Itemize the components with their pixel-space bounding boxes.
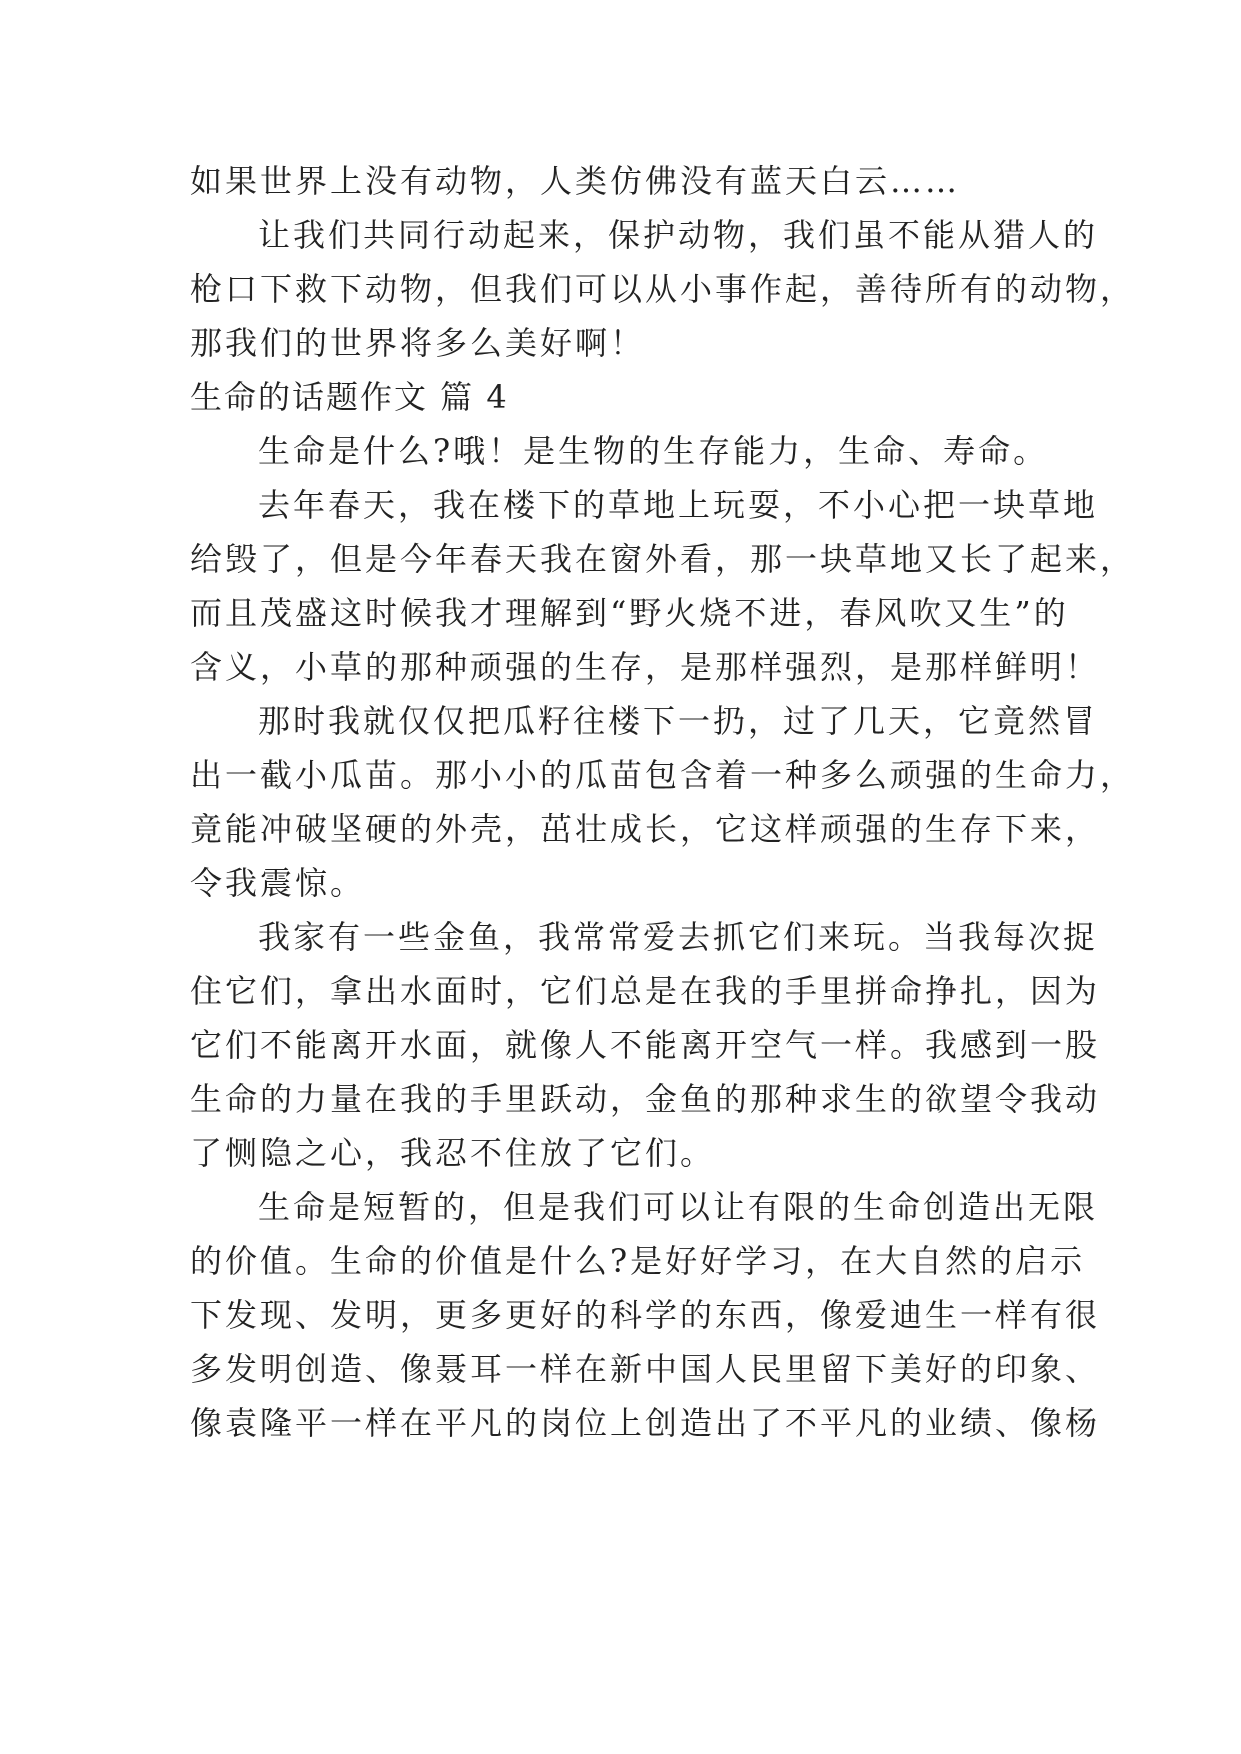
paragraph-line: 竟能冲破坚硬的外壳，茁壮成长，它这样顽强的生存下来， [190,810,1101,848]
paragraph-line: 多发明创造、像聂耳一样在新中国人民里留下美好的印象、 [190,1350,1101,1388]
document-body [190,154,1136,1450]
paragraph-line: 那我们的世界将多么美好啊！ [190,324,646,362]
paragraph-line: 去年春天，我在楼下的草地上玩耍，不小心把一块草地 [258,486,1099,524]
paragraph-line: 像袁隆平一样在平凡的岗位上创造出了不平凡的业绩、像杨 [190,1404,1101,1442]
paragraph-line: 如果世界上没有动物，人类仿佛没有蓝天白云…… [190,162,961,200]
paragraph-line: 出一截小瓜苗。那小小的瓜苗包含着一种多么顽强的生命力， [190,756,1136,794]
paragraph-line: 生命的力量在我的手里跃动，金鱼的那种求生的欲望令我动 [190,1080,1101,1118]
section-heading: 生命的话题作文 篇 4 [190,378,509,416]
paragraph-line: 让我们共同行动起来，保护动物，我们虽不能从猎人的 [258,216,1099,254]
paragraph-line: 它们不能离开水面，就像人不能离开空气一样。我感到一股 [190,1026,1101,1064]
paragraph-line: 生命是短暂的，但是我们可以让有限的生命创造出无限 [258,1188,1099,1226]
paragraph-line: 枪口下救下动物，但我们可以从小事作起，善待所有的动物， [190,270,1136,308]
paragraph-line: 令我震惊。 [190,864,366,902]
paragraph-line: 下发现、发明，更多更好的科学的东西，像爱迪生一样有很 [190,1296,1101,1334]
paragraph-line: 我家有一些金鱼，我常常爱去抓它们来玩。当我每次捉 [258,918,1099,956]
paragraph-line: 的价值。生命的价值是什么?是好好学习，在大自然的启示 [190,1242,1086,1280]
paragraph-line: 生命是什么?哦！是生物的生存能力，生命、寿命。 [258,432,1049,470]
paragraph-line: 那时我就仅仅把瓜籽往楼下一扔，过了几天，它竟然冒 [258,702,1099,740]
paragraph-line: 而且茂盛这时候我才理解到“野火烧不进，春风吹又生”的 [190,594,1069,632]
paragraph-line: 给毁了，但是今年春天我在窗外看，那一块草地又长了起来， [190,540,1136,578]
paragraph-line: 住它们，拿出水面时，它们总是在我的手里拼命挣扎，因为 [190,972,1101,1010]
paragraph-line: 含义，小草的那种顽强的生存，是那样强烈，是那样鲜明！ [190,648,1101,686]
paragraph-line: 了恻隐之心，我忍不住放了它们。 [190,1134,716,1172]
